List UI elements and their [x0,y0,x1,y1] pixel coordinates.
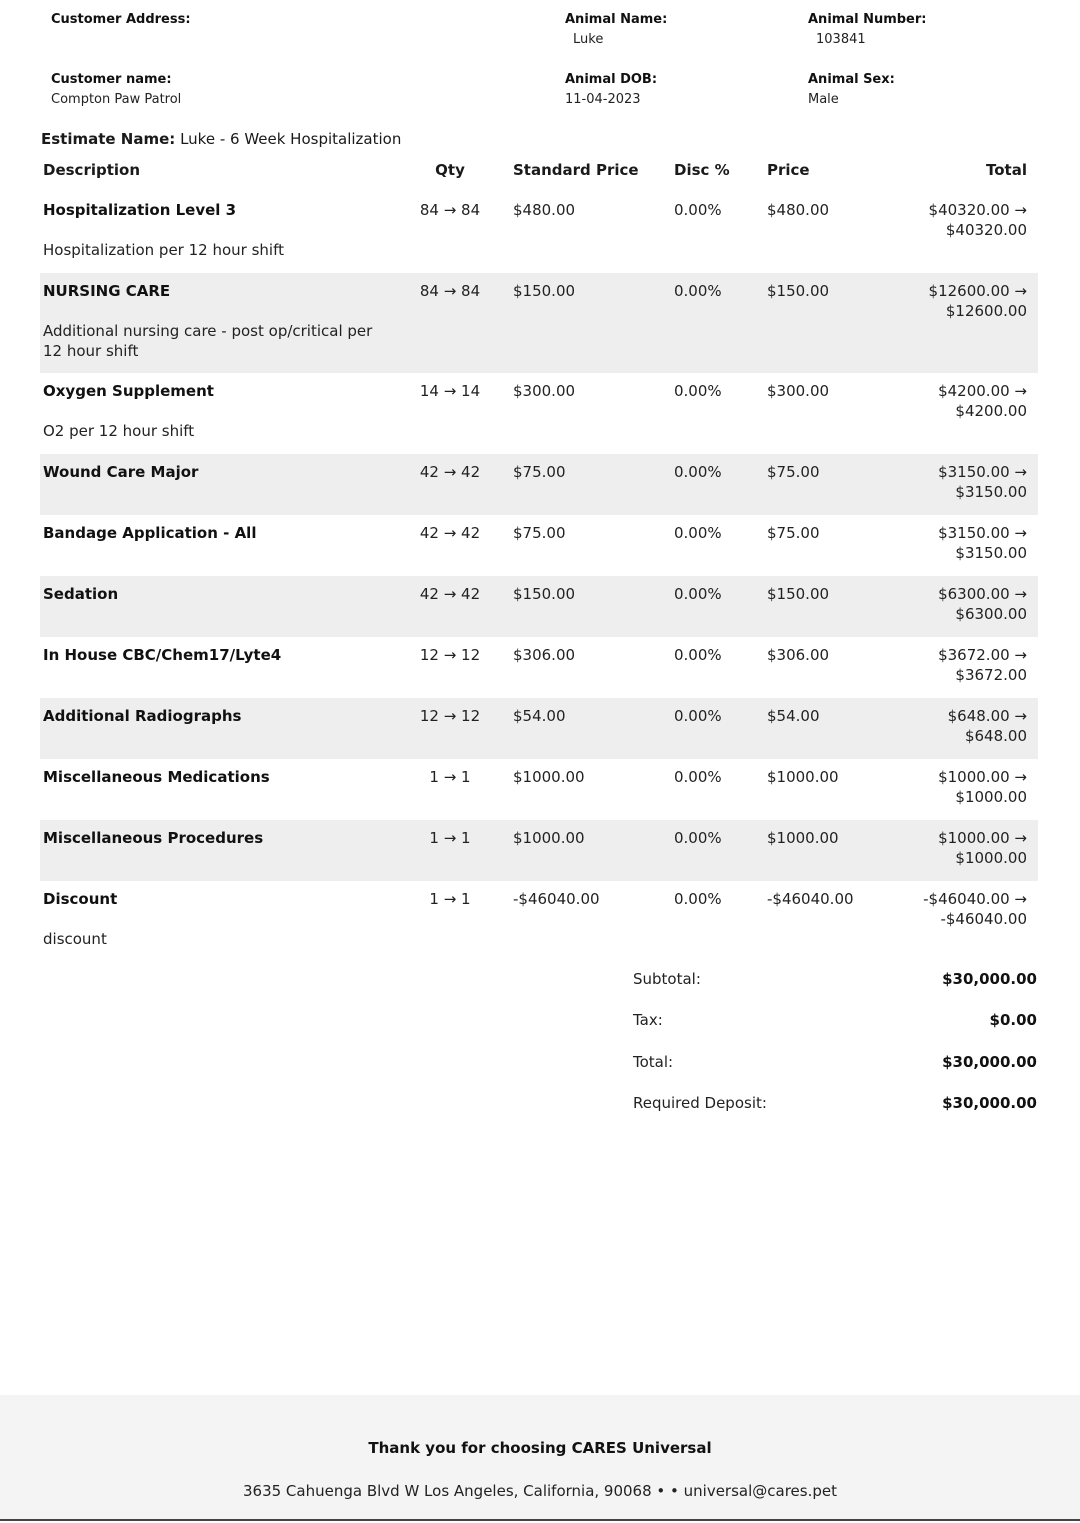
item-note: discount [43,930,107,948]
estimate-name-value: Luke - 6 Week Hospitalization [180,130,402,148]
tax-value: $0.00 [989,1011,1037,1030]
item-qty: 1 → 1 [429,829,471,847]
item-total: $12600.00 → $12600.00 [928,282,1027,320]
item-discount-percent: 0.00% [674,890,722,908]
item-total-cell [884,454,1038,515]
table-row [40,192,1038,273]
item-standard-price: $75.00 [513,524,566,542]
item-name: Oxygen Supplement [43,382,214,400]
customer-address-label: Customer Address: [51,12,191,27]
column-header-qty: Qty [435,161,465,179]
animal-dob-value: 11-04-2023 [565,92,641,107]
animal-sex-label: Animal Sex: [808,72,895,87]
line-items-body [40,192,1038,962]
table-row [40,454,1038,515]
item-total: $3150.00 → $3150.00 [938,524,1027,562]
customer-name-label: Customer name: [51,72,172,87]
item-note: Additional nursing care - post op/critical per 12 hour shift [43,322,373,360]
item-total-cell [884,515,1038,576]
item-price: $75.00 [767,524,820,542]
item-total-cell [884,698,1038,759]
item-qty: 1 → 1 [429,890,471,908]
item-price: $150.00 [767,282,830,300]
item-price: -$46040.00 [767,890,854,908]
item-total-cell [884,373,1038,454]
item-description-cell [40,454,390,515]
item-discount-percent: 0.00% [674,201,722,219]
item-discount-percent: 0.00% [674,768,722,786]
item-discount-percent: 0.00% [674,463,722,481]
tax-label: Tax: [633,1011,663,1030]
table-row [40,515,1038,576]
item-total-cell [884,192,1038,273]
table-row [40,759,1038,820]
item-total: $1000.00 → $1000.00 [938,768,1027,806]
table-row [40,698,1038,759]
subtotal-label: Subtotal: [633,970,701,988]
customer-name-block [51,70,181,110]
animal-name-label: Animal Name: [565,12,668,27]
page-footer [0,1395,1080,1521]
item-discount-percent: 0.00% [674,282,722,300]
animal-dob-block [565,70,657,110]
totals-summary [633,969,1037,1134]
item-price: $1000.00 [767,768,839,786]
item-name: Bandage Application - All [43,524,257,542]
table-header-row [40,156,1038,192]
item-price: $306.00 [767,646,830,664]
item-total-cell [884,759,1038,820]
subtotal-row [633,969,1037,1010]
column-header-disc: Disc % [674,161,730,179]
item-discount-percent: 0.00% [674,646,722,664]
item-discount-percent: 0.00% [674,382,722,400]
item-name: Additional Radiographs [43,707,242,725]
item-total-cell [884,637,1038,698]
item-qty: 42 → 42 [419,463,481,481]
item-qty: 14 → 14 [419,382,481,400]
item-price: $1000.00 [767,829,839,847]
item-total: $1000.00 → $1000.00 [938,829,1027,867]
item-standard-price: $1000.00 [513,829,585,847]
table-row [40,373,1038,454]
animal-name-value: Luke [573,32,604,47]
item-total: $4200.00 → $4200.00 [938,382,1027,420]
column-header-price: Price [767,161,810,179]
item-standard-price: $300.00 [513,382,576,400]
item-description-cell [40,515,390,576]
item-note: O2 per 12 hour shift [43,422,195,440]
item-description-cell [40,192,390,273]
customer-address-block [51,10,191,30]
total-label: Total: [633,1052,674,1071]
item-name: Wound Care Major [43,463,199,481]
animal-number-label: Animal Number: [808,12,927,27]
item-name: Discount [43,890,118,908]
item-name: Hospitalization Level 3 [43,201,237,219]
item-qty: 12 → 12 [419,646,481,664]
item-total: $3672.00 → $3672.00 [938,646,1027,684]
item-description-cell [40,637,390,698]
column-header-total: Total [986,161,1027,179]
table-row [40,881,1038,962]
required-deposit-value: $30,000.00 [942,1093,1037,1112]
customer-name-value: Compton Paw Patrol [51,92,182,107]
table-row [40,273,1038,373]
item-total: -$46040.00 → -$46040.00 [923,890,1027,928]
item-total-cell [884,576,1038,637]
column-header-description: Description [43,161,141,179]
item-qty: 84 → 84 [419,201,481,219]
item-discount-percent: 0.00% [674,707,722,725]
footer-address: 3635 Cahuenga Blvd W Los Angeles, California, 90068 • • universal@cares.pet [242,1482,837,1500]
animal-name-block [565,10,667,50]
item-price: $150.00 [767,585,830,603]
item-standard-price: $150.00 [513,585,576,603]
item-name: Miscellaneous Procedures [43,829,264,847]
item-description-cell [40,881,390,962]
item-description-cell [40,576,390,637]
item-standard-price: $480.00 [513,201,576,219]
footer-thanks: Thank you for choosing CARES Universal [368,1439,712,1457]
item-standard-price: $75.00 [513,463,566,481]
total-value: $30,000.00 [942,1052,1037,1071]
animal-sex-value: Male [808,92,839,107]
item-price: $480.00 [767,201,830,219]
item-description-cell [40,273,390,373]
required-deposit-label: Required Deposit: [633,1093,767,1112]
item-description-cell [40,698,390,759]
item-qty: 42 → 42 [419,585,481,603]
item-qty: 42 → 42 [419,524,481,542]
item-total-cell [884,273,1038,373]
column-header-standard-price: Standard Price [513,161,639,179]
item-price: $54.00 [767,707,820,725]
item-qty: 1 → 1 [429,768,471,786]
animal-number-value: 103841 [816,32,866,47]
item-qty: 84 → 84 [419,282,481,300]
animal-number-block [808,10,927,50]
item-total: $40320.00 → $40320.00 [928,201,1027,239]
estimate-name-label: Estimate Name: [41,130,176,148]
table-row [40,820,1038,881]
item-discount-percent: 0.00% [674,585,722,603]
item-name: Miscellaneous Medications [43,768,270,786]
item-name: In House CBC/Chem17/Lyte4 [43,646,282,664]
item-standard-price: $54.00 [513,707,566,725]
item-total: $3150.00 → $3150.00 [938,463,1027,501]
item-standard-price: $1000.00 [513,768,585,786]
total-row [633,1052,1037,1093]
item-description-cell [40,820,390,881]
table-row [40,637,1038,698]
item-price: $75.00 [767,463,820,481]
animal-sex-block [808,70,895,110]
subtotal-value: $30,000.00 [942,970,1037,988]
item-description-cell [40,759,390,820]
item-total-cell [884,881,1038,962]
item-total: $648.00 → $648.00 [947,707,1027,745]
line-items-table [40,156,1038,962]
table-row [40,576,1038,637]
item-standard-price: $306.00 [513,646,576,664]
item-name: NURSING CARE [43,282,171,300]
item-qty: 12 → 12 [419,707,481,725]
item-name: Sedation [43,585,119,603]
item-standard-price: -$46040.00 [513,890,600,908]
item-price: $300.00 [767,382,830,400]
item-discount-percent: 0.00% [674,524,722,542]
estimate-name [41,129,401,149]
item-total-cell [884,820,1038,881]
item-discount-percent: 0.00% [674,829,722,847]
item-total: $6300.00 → $6300.00 [938,585,1027,623]
animal-dob-label: Animal DOB: [565,72,658,87]
tax-row [633,1010,1037,1051]
item-standard-price: $150.00 [513,282,576,300]
required-deposit-row [633,1093,1037,1134]
item-note: Hospitalization per 12 hour shift [43,241,284,259]
item-description-cell [40,373,390,454]
